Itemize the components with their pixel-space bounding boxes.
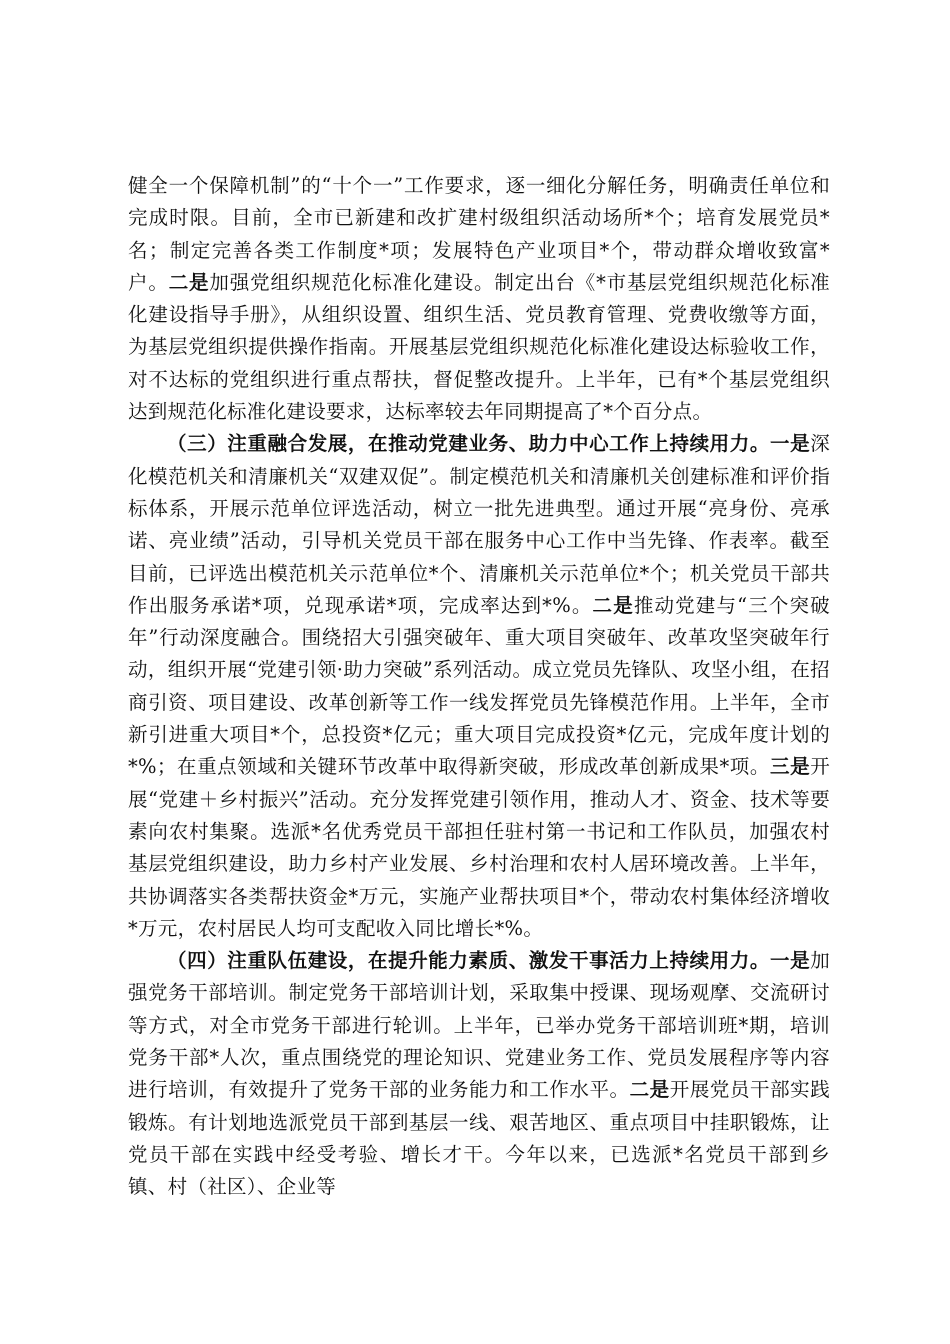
paragraph-text: 加强党务干部培训。制定党务干部培训计划，采取集中授课、现场观摩、交流研讨等方式，对全市党务干部进行轮训。上半年，已举办党务干部培训班*期，培训党务干部*人次，重点围绕党的理论知识、党建业务工作、党员发展程序等内容进行培训，有效提升了党务干部的业务能力和工作水平。 [128,949,830,1102]
paragraph-text: 深化模范机关和清廉机关“双建双促”。制定模范机关和清廉机关创建标准和评价指标体系，开展示范单位评选活动，树立一批先进典型。通过开展“亮身份、亮承诺、亮业绩”活动，引导机关党员干部在服务中心工作中当先锋、作表率。截至目前，已评选出模范机关示范单位*个、清廉机关示范单位*个；机关党员干部共作出服务承诺*项，兑现承诺*项，完成率达到*%。 [128,432,830,617]
paragraph-text: 健全一个保障机制”的“十个一”工作要求，逐一细化分解任务，明确责任单位和完成时限。目前，全市已新建和改扩建村级组织活动场所*个；培育发展党员*名；制定完善各类工作制度*项；发展特色产业项目*个，带动群众增收致富*户。 [128,174,830,294]
bold-lead: 二是 [629,1078,670,1102]
paragraph-text: 推动党建与“三个突破年”行动深度融合。围绕招大引强突破年、重大项目突破年、改革攻坚突破年行动，组织开展“党建引领·助力突破”系列活动。成立党员先锋队、攻坚小组，在招商引资、项目建设、改革创新等工作一线发挥党员先锋模范作用。上半年，全市新引进重大项目*个，总投资*亿元；重大项目完成投资*亿元，完成年度计划的*%；在重点领域和关键环节改革中取得新突破，形成改革创新成果*项。 [128,593,830,779]
bold-lead: 三是 [770,755,811,779]
bold-lead: 二是 [592,593,634,617]
paragraph-section-3 [128,428,830,945]
bold-lead: 二是 [168,270,210,294]
section-heading: （四）注重队伍建设，在提升能力素质、激发干事活力上持续用力。一是 [167,949,811,973]
paragraph-continued [128,170,830,428]
paragraph-text: 开展“党建＋乡村振兴”活动。充分发挥党建引领作用，推动人才、资金、技术等要素向农村集聚。选派*名优秀党员干部担任驻村第一书记和工作队员，加强农村基层党组织建设，助力乡村产业发展、乡村治理和农村人居环境改善。上半年，共协调落实各类帮扶资金*万元，实施产业帮扶项目*个，带动农村集体经济增收*万元，农村居民人均可支配收入同比增长*%。 [128,755,830,940]
paragraph-text: 加强党组织规范化标准化建设。制定出台《*市基层党组织规范化标准化建设指导手册》，从组织设置、组织生活、党员教育管理、党费收缴等方面，为基层党组织提供操作指南。开展基层党组织规范化标准化建设达标验收工作，对不达标的党组织进行重点帮扶，督促整改提升。上半年，已有*个基层党组织达到规范化标准化建设要求，达标率较去年同期提高了*个百分点。 [128,270,830,424]
paragraph-section-4 [128,945,830,1203]
section-heading: （三）注重融合发展，在推动党建业务、助力中心工作上持续用力。一是 [167,432,811,456]
document-body [128,170,830,1204]
paragraph-text: 开展党员干部实践锻炼。有计划地选派党员干部到基层一线、艰苦地区、重点项目中挂职锻炼，让党员干部在实践中经受考验、增长才干。今年以来，已选派*名党员干部到乡镇、村（社区）、企业等 [128,1078,830,1199]
